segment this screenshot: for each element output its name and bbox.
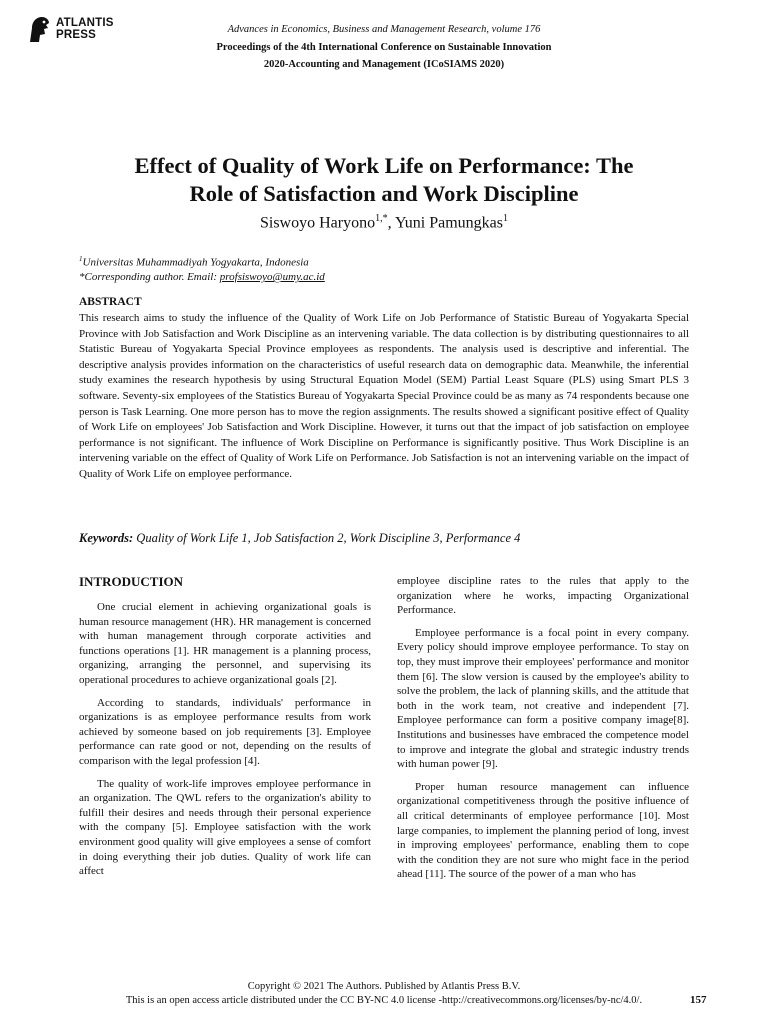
affiliation-line xyxy=(79,252,325,270)
keywords-label: Keywords: xyxy=(79,531,134,545)
paragraph: According to standards, individuals' performance in organizations is as employee performance results from work achieved by someone based on job requirements [3]. Employee performance can rate good or not, depending on the results of comparison with the legal profession [4]. xyxy=(79,696,371,767)
keywords-text: Quality of Work Life 1, Job Satisfaction 2, Work Discipline 3, Performance 4 xyxy=(133,531,521,545)
proceedings-name: Proceedings of the 4th International Conference on Sustainable Innovation xyxy=(216,41,552,53)
paragraph: The quality of work-life improves employee performance in an organization. The QWL refers to the organization's ability to fulfill their desires and needs through their personal experience with the company [5]. Employee satisfaction with the work environment good quality will give employees a sense of comfort in doing everything their job duties. Quality of work life can affect xyxy=(79,777,371,878)
paragraph: Employee performance is a focal point in every company. Every policy should improve employee performance. To stay on top, they must improve their employees' performance and monitor them [6]. The slow version is caused by the employee's ability to solve the problem, the lack of planning skills, and the attitude that both in the work team, not creative and independent [7]. Employee performance can form a positive company image[8]. Institutions and businesses have embraced the competence model to improve and integrate the global and strategic industry trends with human power [9]. xyxy=(397,626,689,771)
license-notice: This is an open access article distributed under the CC BY-NC 4.0 license -http://creativecommons.org/licenses/by-nc/4.0/. xyxy=(125,995,643,1006)
corresponding-line xyxy=(79,270,325,285)
title-line-1: Effect of Quality of Work Life on Performance: The xyxy=(134,153,634,178)
email-link[interactable]: profsiswoyo@umy.ac.id xyxy=(219,271,325,284)
paper-title xyxy=(60,152,708,208)
author-separator: , xyxy=(387,214,395,232)
conference-name: 2020-Accounting and Management (ICoSIAMS 2020) xyxy=(263,59,505,70)
corresponding-label: *Corresponding author. Email: xyxy=(79,271,220,284)
running-header xyxy=(150,21,618,74)
logo-line-1: ATLANTIS xyxy=(56,17,114,29)
author-1: Siswoyo Haryono xyxy=(259,214,376,232)
logo-text xyxy=(56,17,114,41)
paragraph: employee discipline rates to the rules that apply to the organization where he works, impacting Organizational Performance. xyxy=(397,575,689,617)
atlantis-press-logo xyxy=(26,14,146,46)
section-heading-introduction: INTRODUCTION xyxy=(79,574,184,589)
copyright-notice: Copyright © 2021 The Authors. Published by Atlantis Press B.V. xyxy=(247,981,521,992)
author-1-affil: 1,* xyxy=(375,213,388,224)
affiliations xyxy=(79,252,325,285)
paragraph: One crucial element in achieving organizational goals is human resource management (HR). HR management is concerned with human management through corporate activities and functions operations [1]. HR management is a planning process, organizing, arranging the personnel, and supervising its operational procedures to achieve organizational goals [2]. xyxy=(79,601,372,686)
paragraph: Proper human resource management can influence organizational competitiveness through the positive influence of all critical determinants of employee performance [10]. Most large companies, to implement the planning period of long, invest in improving employees' performance, enabling them to cope with the condition they are not sure who might face in the period ahead [11]. The source of the power of a man who has xyxy=(397,780,689,881)
author-2-affil: 1 xyxy=(503,213,508,224)
column-right xyxy=(397,574,689,890)
page-number: 157 xyxy=(690,994,707,1006)
abstract-heading: ABSTRACT xyxy=(79,296,142,308)
atlantis-press-logo-icon xyxy=(26,14,54,44)
affiliation-sup: 1 xyxy=(79,255,83,263)
keywords xyxy=(79,531,689,546)
page-footer xyxy=(60,980,708,1008)
abstract-text: This research aims to study the influence of the Quality of Work Life on Job Performance of Statistic Bureau of Yogyakarta Special Province with Job Satisfaction and Work Discipline as an intervening variable. The data collection is by distributing questionnaires to all Statistic Bureau of Yogyakarta Special Province employees as respondents. The analysis used is descriptive and inferential. The descriptive analysis provides information on the characteristics of useful research data on demographic data. Meanwhile, the inferential study examines the research hypothesis by using Structural Equation Model (SEM) Partial Least Square (PLS) using Smart PLS 3 software. Seventy-six employees of the Statistics Bureau of Yogyakarta Special Province could be as many as 74 respondents because one person is Task Learning. One more person has to move the region assignments. The results showed a significant positive effect of Quality of Work Life on employees' Job Satisfaction and Work Discipline. However, it turns out that the impact of job satisfaction on employee performance is not significant. The influence of Work Discipline on Performance is significantly positive. Thus Work Discipline is an intervening variable on the effect of Quality of Work Life on Performance. Job Satisfaction is not an intervening variable on the impact of Quality of Work Life on employee performance. xyxy=(79,312,689,480)
author-2: Yuni Pamungkas xyxy=(395,214,503,232)
column-left xyxy=(79,574,371,887)
journal-name: Advances in Economics, Business and Management Research, volume 176 xyxy=(227,24,541,35)
affiliation-text: Universitas Muhammadiyah Yogyakarta, Indonesia xyxy=(82,256,309,269)
author-list xyxy=(60,213,708,232)
logo-line-2: PRESS xyxy=(56,29,96,41)
title-line-2: Role of Satisfaction and Work Discipline xyxy=(189,181,579,206)
